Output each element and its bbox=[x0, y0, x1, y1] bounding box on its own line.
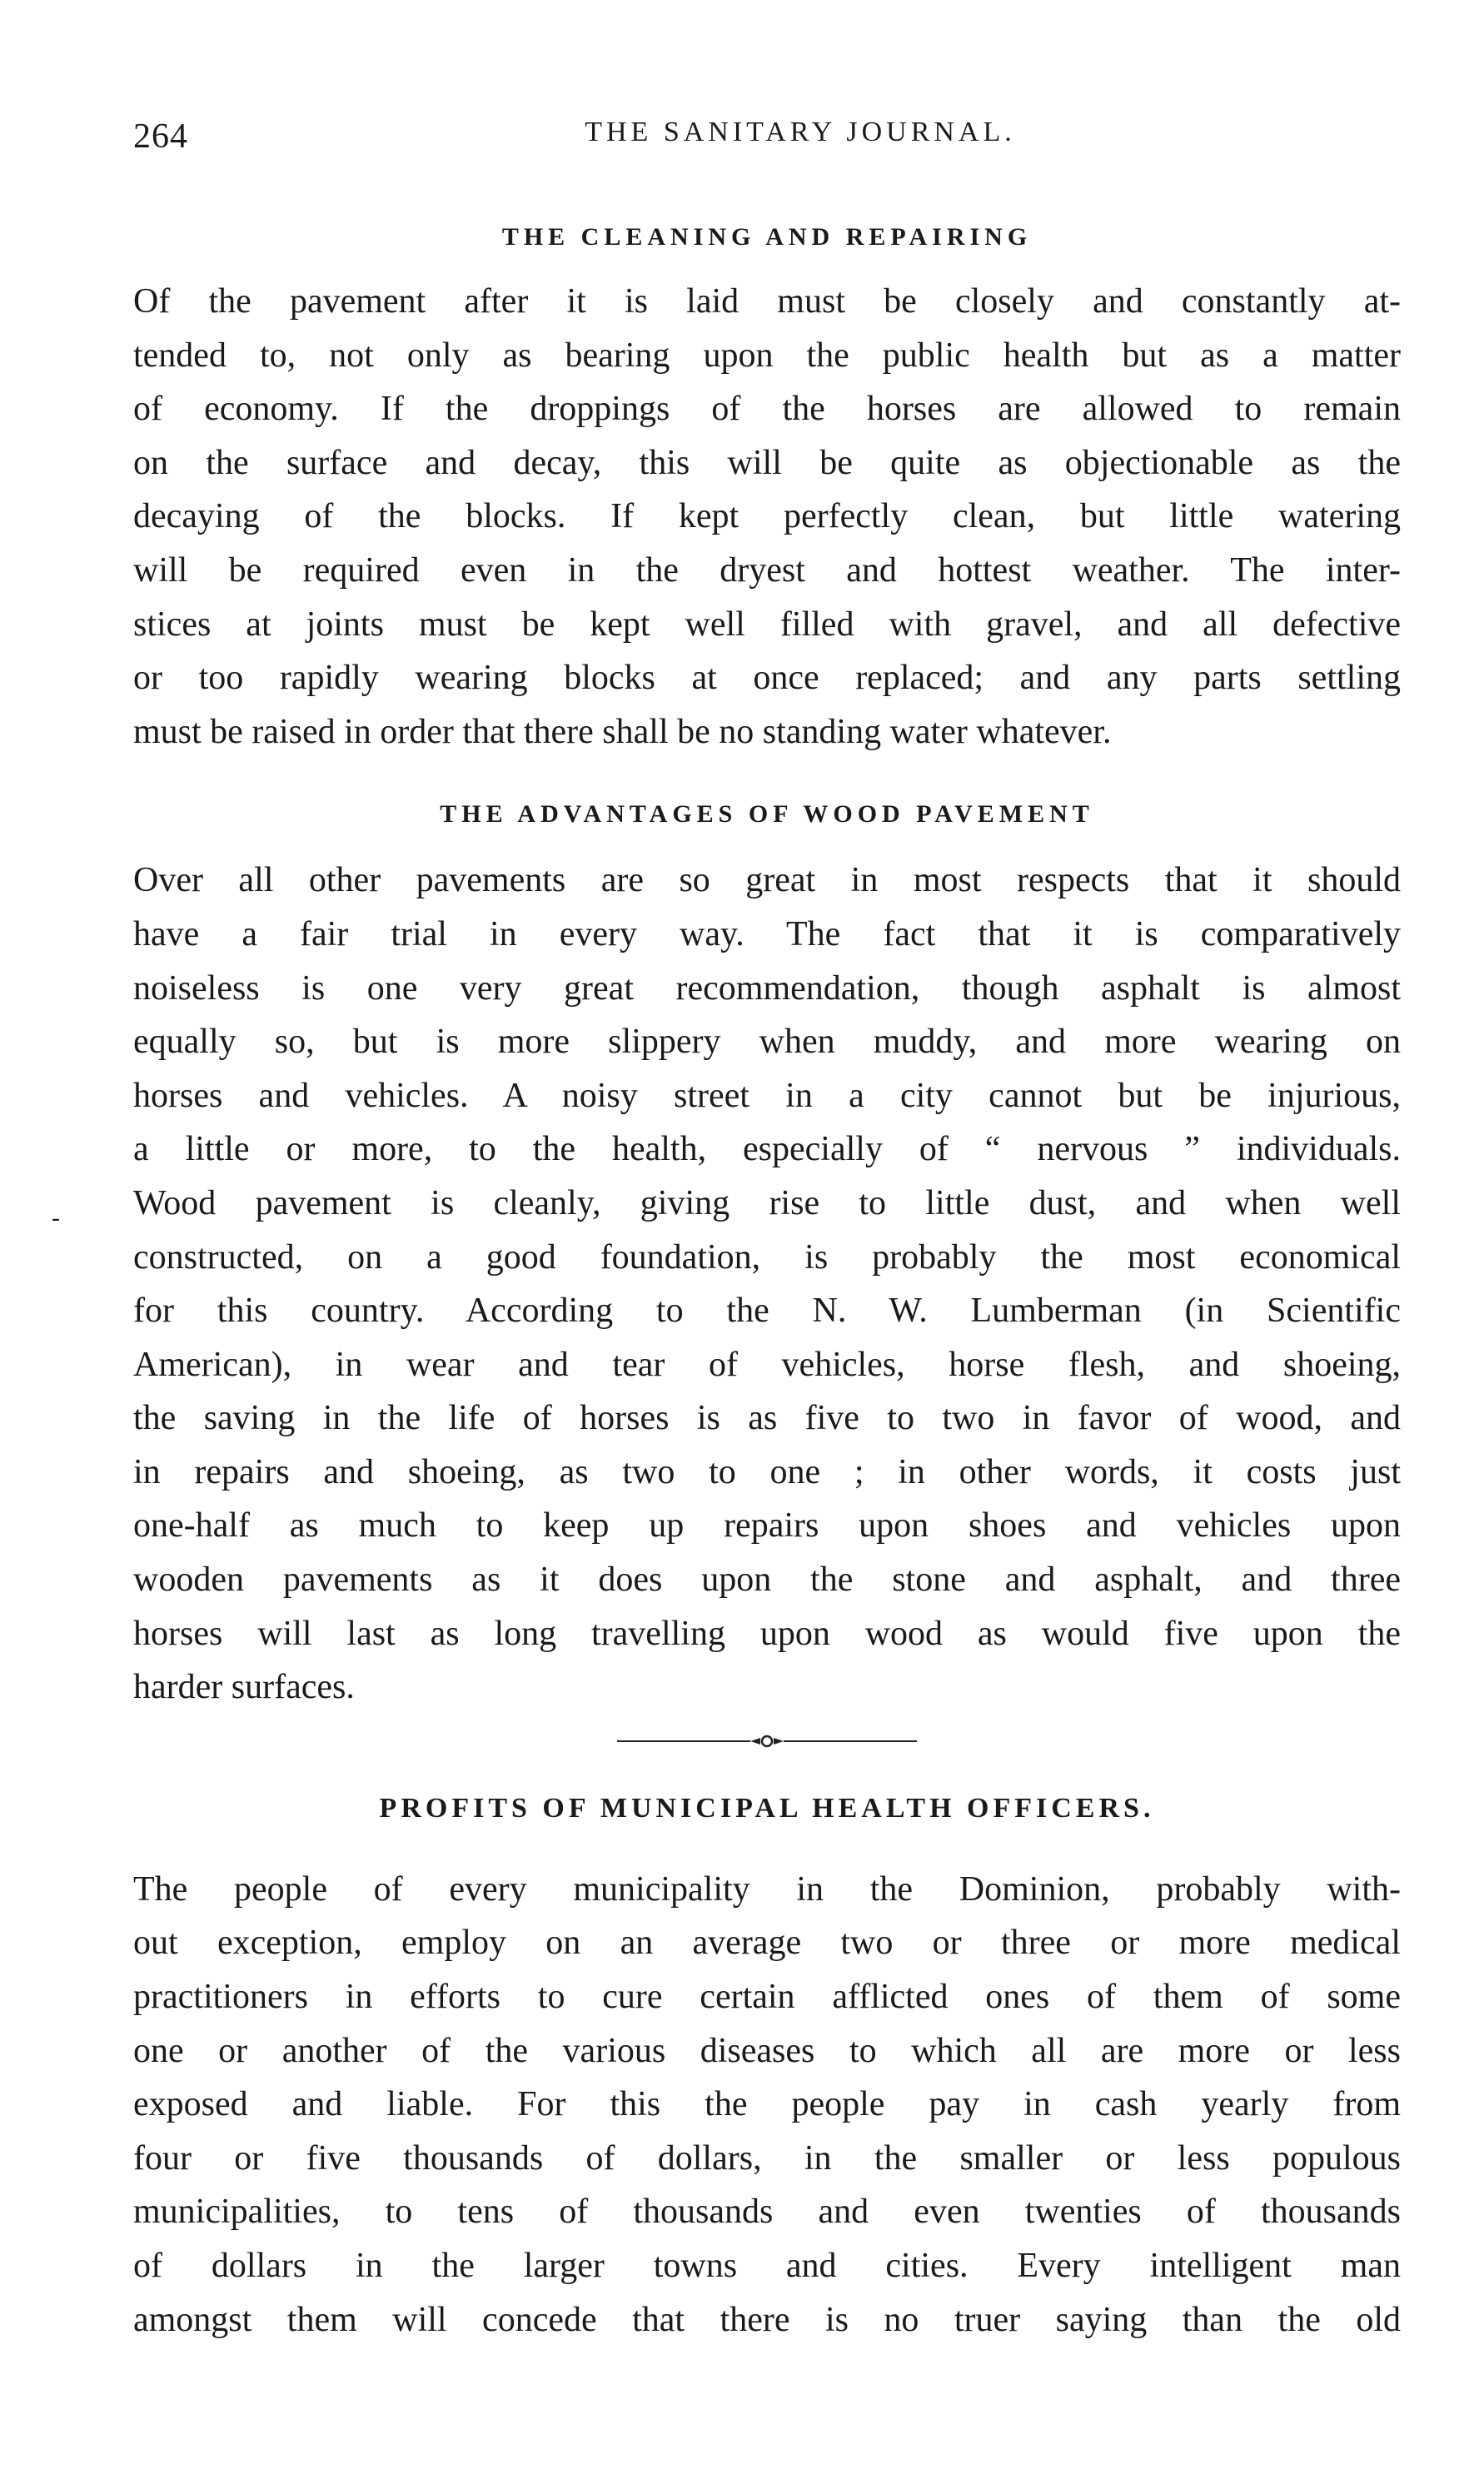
text-line: practitioners in efforts to cure certain afflicted ones of them of some bbox=[133, 1978, 1401, 2017]
section-heading-cleaning: THE CLEANING AND REPAIRING bbox=[501, 223, 1033, 251]
text-line: American), in wear and tear of vehicles, horse flesh, and shoeing, bbox=[133, 1345, 1401, 1384]
text-line: decaying of the blocks. If kept perfectly clean, but little watering bbox=[133, 497, 1401, 536]
text-line: municipalities, to tens of thousands and even twenties of thousands bbox=[133, 2193, 1401, 2232]
section-heading-advantages: THE ADVANTAGES OF WOOD PAVEMENT bbox=[440, 800, 1094, 829]
section-body-cleaning bbox=[133, 275, 1401, 759]
text-line: constructed, on a good foundation, is probably the most economical bbox=[133, 1237, 1401, 1277]
text-line: on the surface and decay, this will be quite as objectionable as the bbox=[133, 443, 1401, 482]
text-line: of economy. If the droppings of the horses are allowed to remain bbox=[133, 390, 1401, 429]
text-line: Wood pavement is cleanly, giving rise to little dust, and when well bbox=[133, 1183, 1401, 1222]
text-line: tended to, not only as bearing upon the public health but as a matter bbox=[133, 336, 1401, 375]
text-line: one-half as much to keep up repairs upon shoes and vehicles upon bbox=[133, 1506, 1401, 1546]
text-line: four or five thousands of dollars, in the smaller or less populous bbox=[133, 2138, 1401, 2178]
text-line: stices at joints must be kept well filled with gravel, and all defective bbox=[133, 605, 1401, 644]
text-line: The people of every municipality in the Dominion, probably with- bbox=[133, 1869, 1401, 1909]
text-line: in repairs and shoeing, as two to one ; in other words, it costs just bbox=[133, 1452, 1401, 1491]
text-line: have a fair trial in every way. The fact that it is comparatively bbox=[133, 914, 1401, 953]
text-line: or too rapidly wearing blocks at once replaced; and any parts settling bbox=[133, 659, 1401, 698]
journal-title: THE SANITARY JOURNAL. bbox=[585, 117, 1016, 147]
divider-ornament-icon bbox=[617, 1733, 917, 1750]
text-line: a little or more, to the health, especially of “ nervous ” individuals. bbox=[133, 1130, 1401, 1169]
text-line: wooden pavements as it does upon the stone and asphalt, and three bbox=[133, 1561, 1401, 1600]
text-line: of dollars in the larger towns and cities. Every intelligent man bbox=[133, 2247, 1401, 2285]
page-number: 264 bbox=[133, 117, 188, 156]
text-line: harder surfaces. bbox=[133, 1668, 355, 1707]
text-line: for this country. According to the N. W. Lumberman (in Scientific bbox=[133, 1292, 1401, 1331]
section-body-profits bbox=[133, 1863, 1401, 2347]
text-line: amongst them will concede that there is no truer saying than the old bbox=[133, 2300, 1401, 2339]
text-line: must be raised in order that there shall be no standing water whatever. bbox=[133, 712, 1112, 751]
text-line: horses will last as long travelling upon wood as would five upon the bbox=[133, 1614, 1401, 1653]
section-divider bbox=[133, 1733, 1401, 1750]
text-line: the saving in the life of horses is as five to two in favor of wood, and bbox=[133, 1399, 1401, 1438]
running-head bbox=[133, 117, 1401, 167]
section-heading-profits: PROFITS OF MUNICIPAL HEALTH OFFICERS. bbox=[379, 1792, 1155, 1824]
text-line: will be required even in the dryest and hottest weather. The inter- bbox=[133, 550, 1401, 590]
text-line: horses and vehicles. A noisy street in a city cannot but be injurious, bbox=[133, 1076, 1401, 1115]
text-line: Over all other pavements are so great in most respects that it should bbox=[133, 861, 1401, 900]
text-line: equally so, but is more slippery when muddy, and more wearing on bbox=[133, 1023, 1401, 1062]
section-body-advantages bbox=[133, 854, 1401, 1715]
margin-mark: - bbox=[52, 1204, 60, 1232]
text-line: Of the pavement after it is laid must be closely and constantly at- bbox=[133, 282, 1401, 321]
text-line: noiseless is one very great recommendation, though asphalt is almost bbox=[133, 968, 1401, 1008]
text-line: exposed and liable. For this the people pay in cash yearly from bbox=[133, 2085, 1401, 2124]
text-line: one or another of the various diseases to which all are more or less bbox=[133, 2031, 1401, 2070]
text-line: out exception, employ on an average two or three or more medical bbox=[133, 1924, 1401, 1963]
